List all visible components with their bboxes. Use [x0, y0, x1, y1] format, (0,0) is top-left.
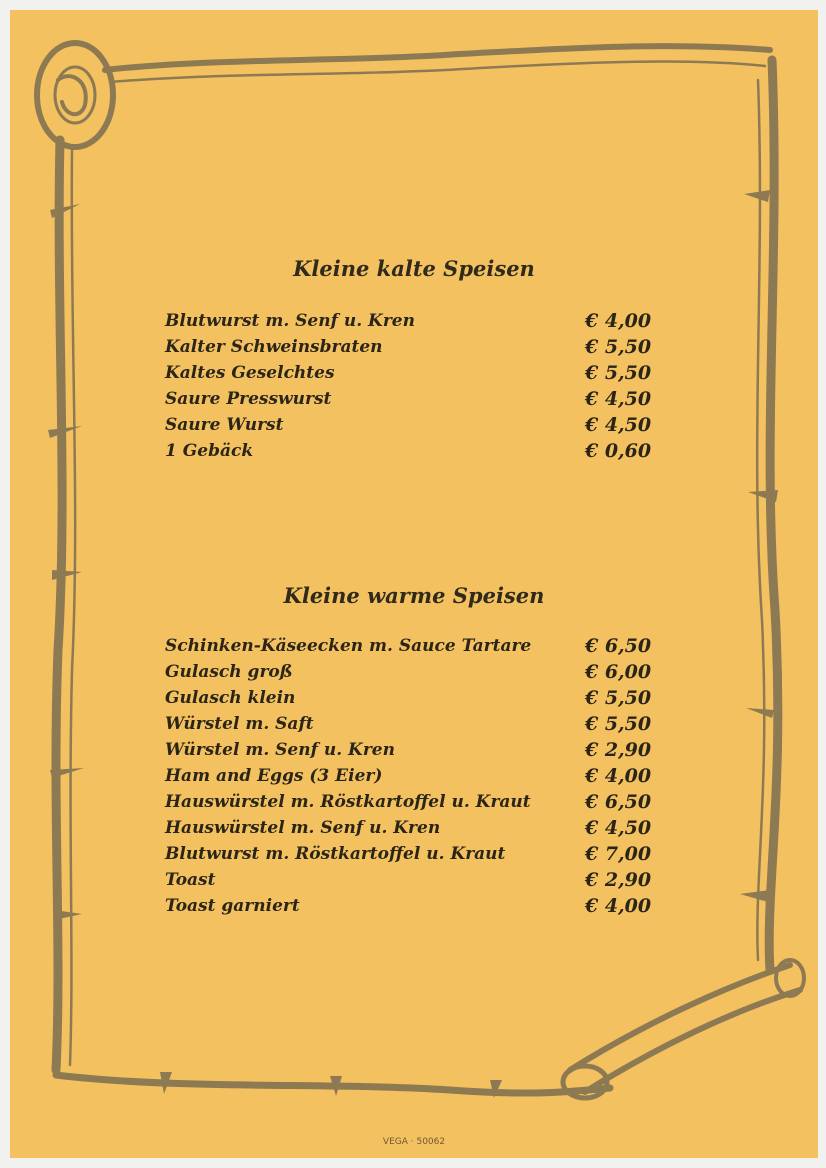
menu-item: [165, 815, 652, 841]
menu-item: [165, 334, 652, 360]
item-price: € 5,50: [585, 713, 652, 735]
item-name: Blutwurst m. Röstkartoffel u. Kraut: [165, 844, 506, 864]
menu-item: [165, 763, 652, 789]
item-name: Schinken-Käseecken m. Sauce Tartare: [165, 636, 532, 656]
item-price: € 5,50: [585, 687, 652, 709]
item-name: Saure Presswurst: [165, 389, 332, 409]
section-title: Kleine kalte Speisen: [293, 256, 535, 281]
menu-item: [165, 386, 652, 412]
menu-item: [165, 412, 652, 438]
item-price: € 4,50: [585, 414, 652, 436]
item-name: Würstel m. Saft: [165, 714, 314, 734]
menu-item: [165, 893, 652, 919]
item-name: Toast garniert: [165, 896, 300, 916]
item-price: € 7,00: [585, 843, 652, 865]
item-name: Saure Wurst: [165, 415, 284, 435]
item-price: € 4,50: [585, 817, 652, 839]
menu-item: [165, 685, 652, 711]
item-price: € 6,50: [585, 635, 652, 657]
item-name: Kaltes Geselchtes: [165, 363, 335, 383]
menu-item: [165, 789, 652, 815]
item-price: € 2,90: [585, 869, 652, 891]
item-name: Ham and Eggs (3 Eier): [165, 766, 383, 786]
item-name: Blutwurst m. Senf u. Kren: [165, 311, 415, 331]
menu-item: [165, 841, 652, 867]
item-price: € 6,00: [585, 661, 652, 683]
item-name: Gulasch klein: [165, 688, 296, 708]
item-name: Hauswürstel m. Senf u. Kren: [165, 818, 441, 838]
menu-item: [165, 737, 652, 763]
item-price: € 4,50: [585, 388, 652, 410]
menu-item: [165, 711, 652, 737]
item-price: € 0,60: [585, 440, 652, 462]
item-price: € 4,00: [585, 895, 652, 917]
item-name: Toast: [165, 870, 216, 890]
menu-item: [165, 308, 652, 334]
menu-page: [10, 10, 818, 1158]
menu-item: [165, 360, 652, 386]
menu-item: [165, 438, 652, 464]
menu-item: [165, 659, 652, 685]
item-price: € 4,00: [585, 310, 652, 332]
printer-code: VEGA · 50062: [382, 1137, 446, 1147]
section-title: Kleine warme Speisen: [283, 583, 545, 608]
item-name: Hauswürstel m. Röstkartoffel u. Kraut: [165, 792, 531, 812]
item-price: € 6,50: [585, 791, 652, 813]
item-name: 1 Gebäck: [165, 441, 254, 461]
item-price: € 4,00: [585, 765, 652, 787]
item-name: Gulasch groß: [165, 662, 293, 682]
item-name: Würstel m. Senf u. Kren: [165, 740, 395, 760]
item-name: Kalter Schweinsbraten: [165, 337, 383, 357]
menu-item: [165, 633, 652, 659]
item-price: € 5,50: [585, 362, 652, 384]
item-price: € 5,50: [585, 336, 652, 358]
menu-item: [165, 867, 652, 893]
item-price: € 2,90: [585, 739, 652, 761]
